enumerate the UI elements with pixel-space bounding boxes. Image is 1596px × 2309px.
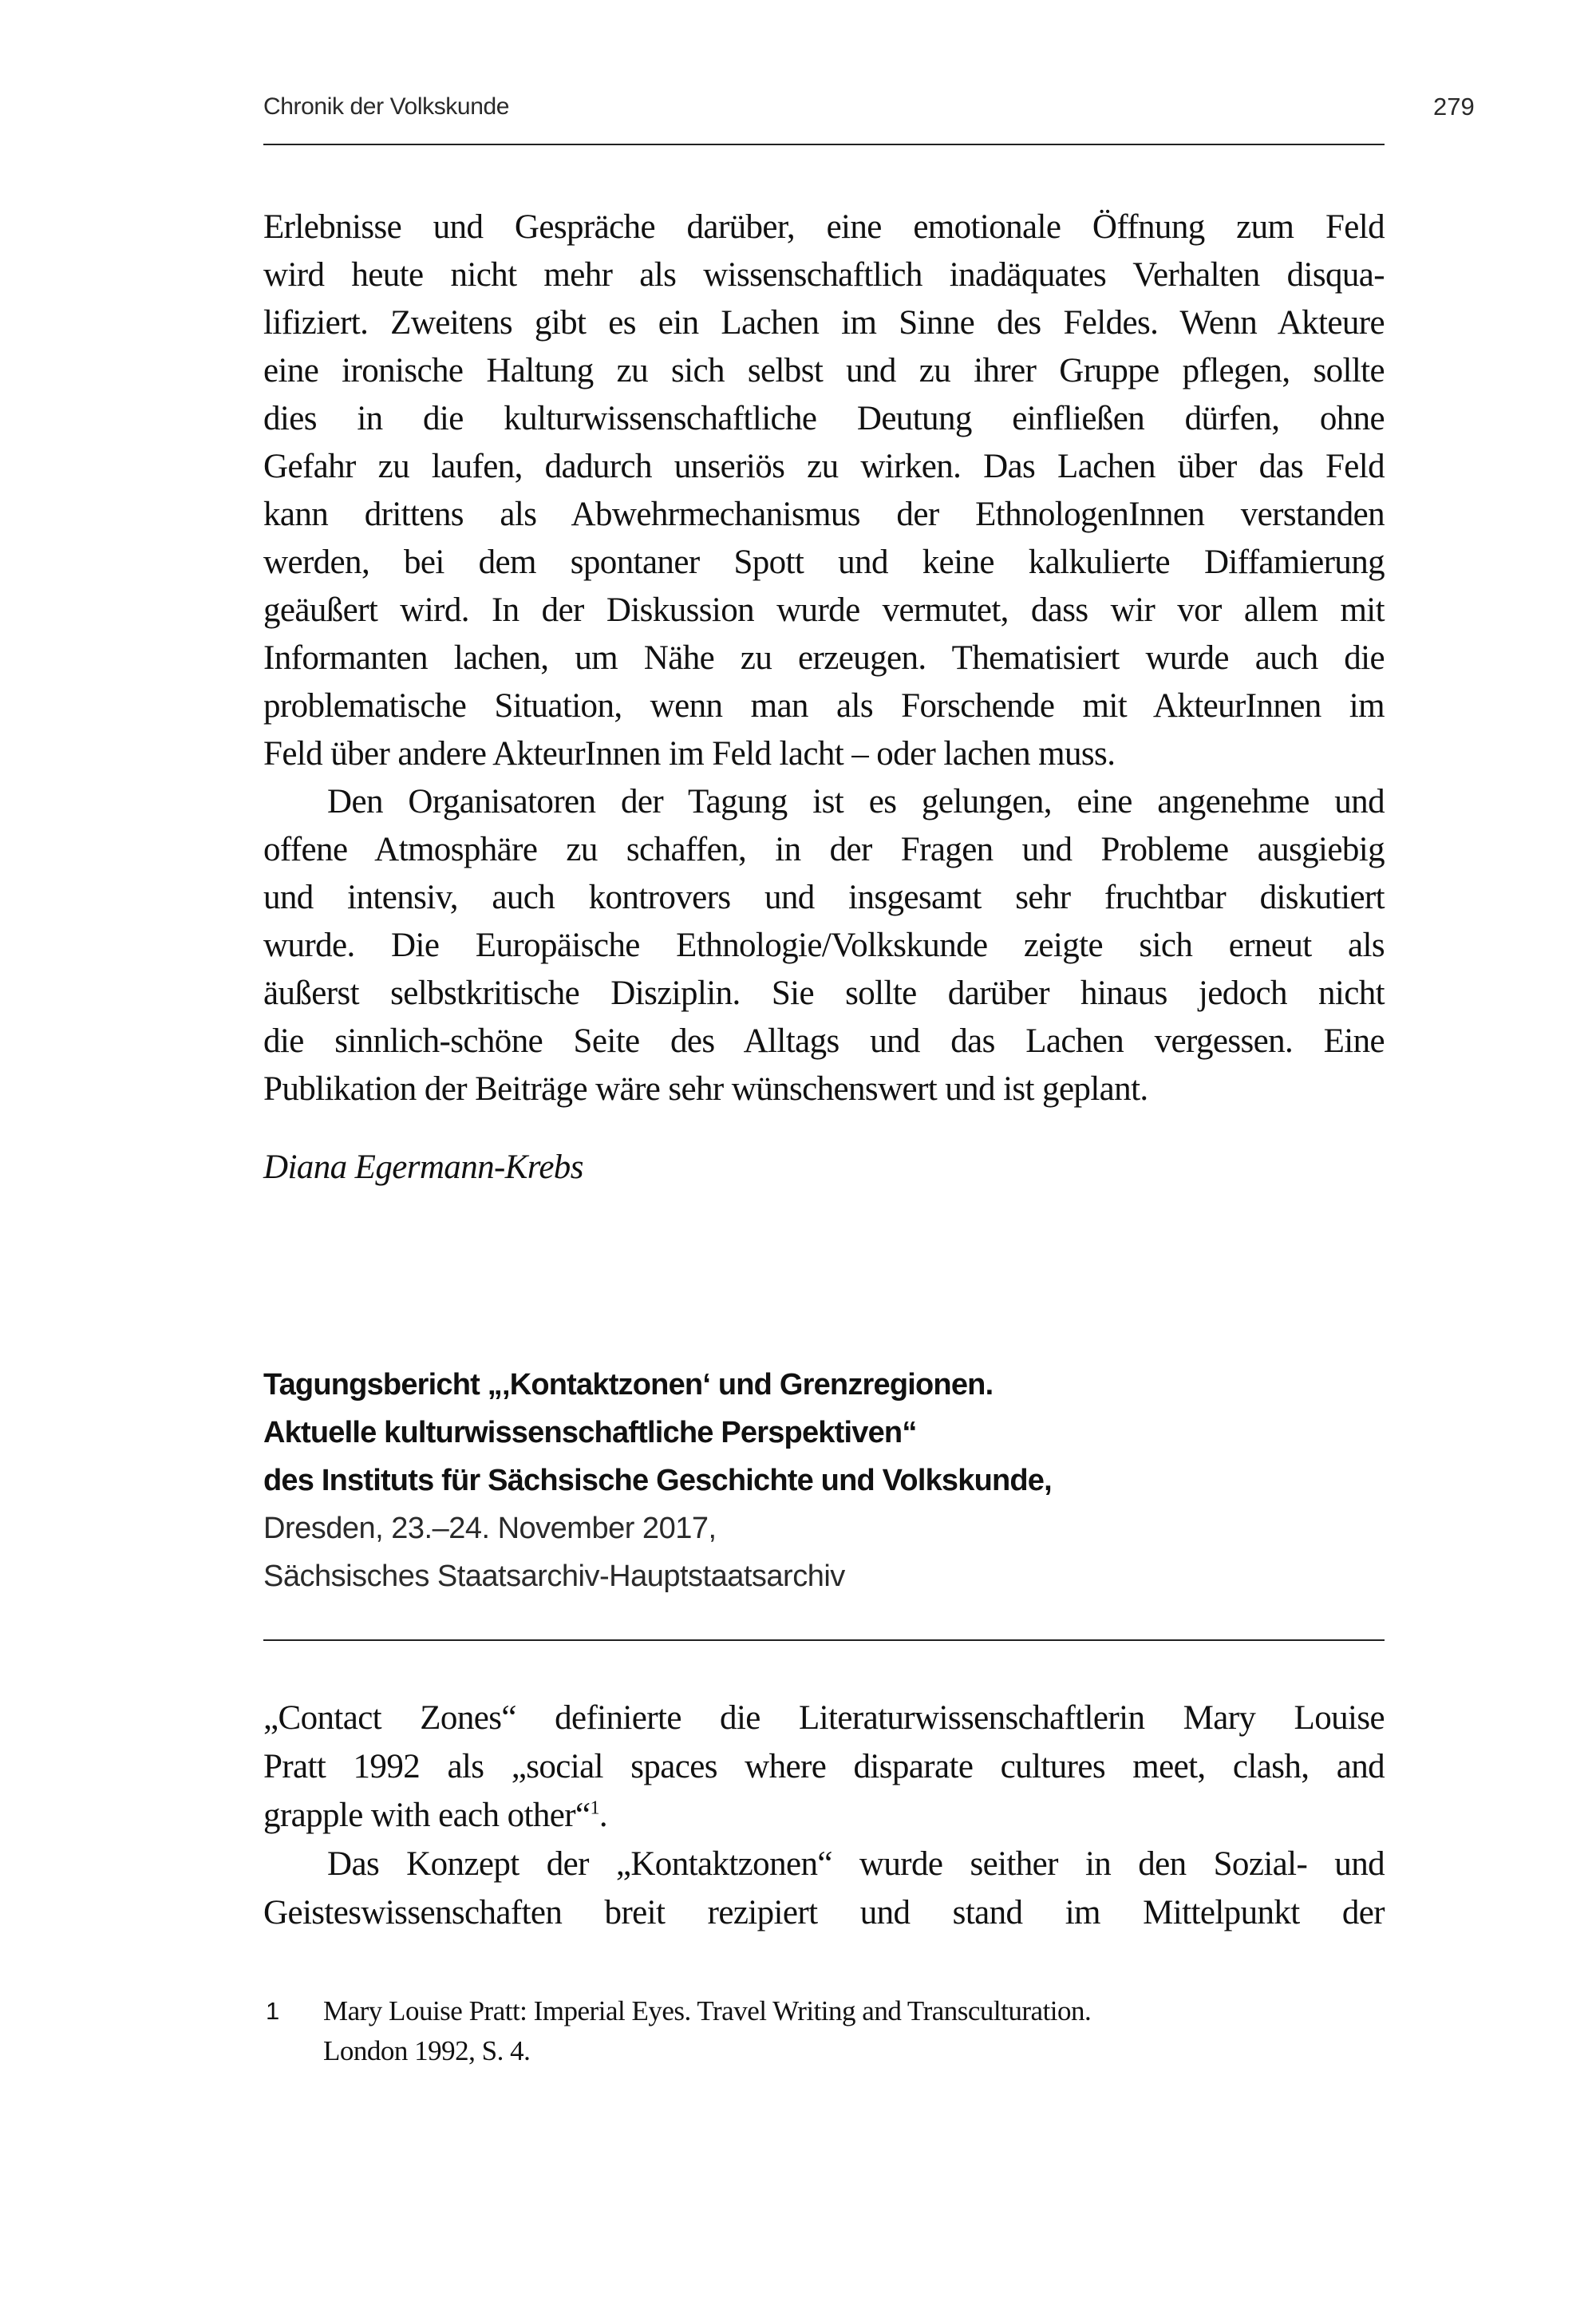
text-line: Informanten lachen, um Nähe zu erzeugen. Thematisiert wurde auch die	[263, 639, 1385, 677]
text-line: wurde. Die Europäische Ethnologie/Volkskunde zeigte sich erneut als	[263, 927, 1385, 964]
sentence-end: .	[598, 1797, 607, 1834]
text-line: offene Atmosphäre zu schaffen, in der Fragen und Probleme ausgiebig	[263, 831, 1385, 868]
running-title: Chronik der Volkskunde	[263, 93, 510, 120]
text-line: werden, bei dem spontaner Spott und keine kalkulierte Diffamierung	[263, 544, 1385, 581]
heading-title-line: Aktuelle kulturwissenschaftliche Perspektiven“	[263, 1416, 917, 1449]
author-signature: Diana Egermann-Krebs	[263, 1149, 583, 1186]
text-line: Erlebnisse und Gespräche darüber, eine emotionale Öffnung zum Feld	[263, 208, 1385, 246]
text-line: äußerst selbstkritische Disziplin. Sie sollte darüber hinaus jedoch nicht	[263, 975, 1385, 1012]
text-line: Gefahr zu laufen, dadurch unseriös zu wirken. Das Lachen über das Feld	[263, 448, 1385, 485]
text-line: dies in die kulturwissenschaftliche Deutung einfließen dürfen, ohne	[263, 400, 1385, 437]
heading-title-line: Tagungsbericht „‚Kontaktzonen‘ und Grenzregionen.	[263, 1368, 994, 1402]
text-line: geäußert wird. In der Diskussion wurde vermutet, dass wir vor allem mit	[263, 591, 1385, 629]
header-rule	[263, 144, 1385, 145]
text-line: lifiziert. Zweitens gibt es ein Lachen im Sinne des Feldes. Wenn Akteure	[263, 304, 1385, 342]
text-line: Publikation der Beiträge wäre sehr wünschenswert und ist geplant.	[263, 1070, 1148, 1108]
heading-date-line: Dresden, 23.–24. November 2017,	[263, 1512, 717, 1545]
section-rule	[263, 1639, 1385, 1641]
text-line: die sinnlich-schöne Seite des Alltags und das Lachen vergessen. Eine	[263, 1022, 1385, 1060]
text-line: Feld über andere AkteurInnen im Feld lacht – oder lachen muss.	[263, 735, 1116, 773]
footnote-line: Mary Louise Pratt: Imperial Eyes. Travel Writing and Transculturation.	[323, 1995, 1092, 2026]
text-line: „Contact Zones“ definierte die Literaturwissenschaftlerin Mary Louise	[263, 1699, 1385, 1737]
footnote-line: London 1992, S. 4.	[323, 2035, 531, 2066]
page-number: 279	[1433, 93, 1475, 121]
text-line: eine ironische Haltung zu sich selbst und zu ihrer Gruppe pflegen, sollte	[263, 352, 1385, 389]
text-line: Pratt 1992 als „social spaces where disparate cultures meet, clash, and	[263, 1748, 1385, 1785]
text-line-content: grapple with each other“	[263, 1797, 591, 1834]
text-line: kann drittens als Abwehrmechanismus der EthnologenInnen verstanden	[263, 496, 1385, 533]
text-line: wird heute nicht mehr als wissenschaftlich inadäquates Verhalten disqua-	[263, 256, 1385, 294]
text-line: problematische Situation, wenn man als Forschende mit AkteurInnen im	[263, 687, 1385, 725]
footnote-reference[interactable]: 1	[590, 1797, 599, 1819]
text-line	[263, 1792, 1385, 1840]
footnote-number: 1	[266, 1997, 280, 2025]
text-line: Das Konzept der „Kontaktzonen“ wurde seither in den Sozial- und	[327, 1845, 1385, 1883]
heading-venue-line: Sächsisches Staatsarchiv-Hauptstaatsarchiv	[263, 1560, 845, 1593]
text-line: und intensiv, auch kontrovers und insgesamt sehr fruchtbar diskutiert	[263, 879, 1385, 916]
heading-institute-line: des Instituts für Sächsische Geschichte und Volkskunde,	[263, 1464, 1052, 1497]
text-line: Den Organisatoren der Tagung ist es gelungen, eine angenehme und	[327, 783, 1385, 820]
text-line: Geisteswissenschaften breit rezipiert und stand im Mittelpunkt der	[263, 1894, 1385, 1931]
